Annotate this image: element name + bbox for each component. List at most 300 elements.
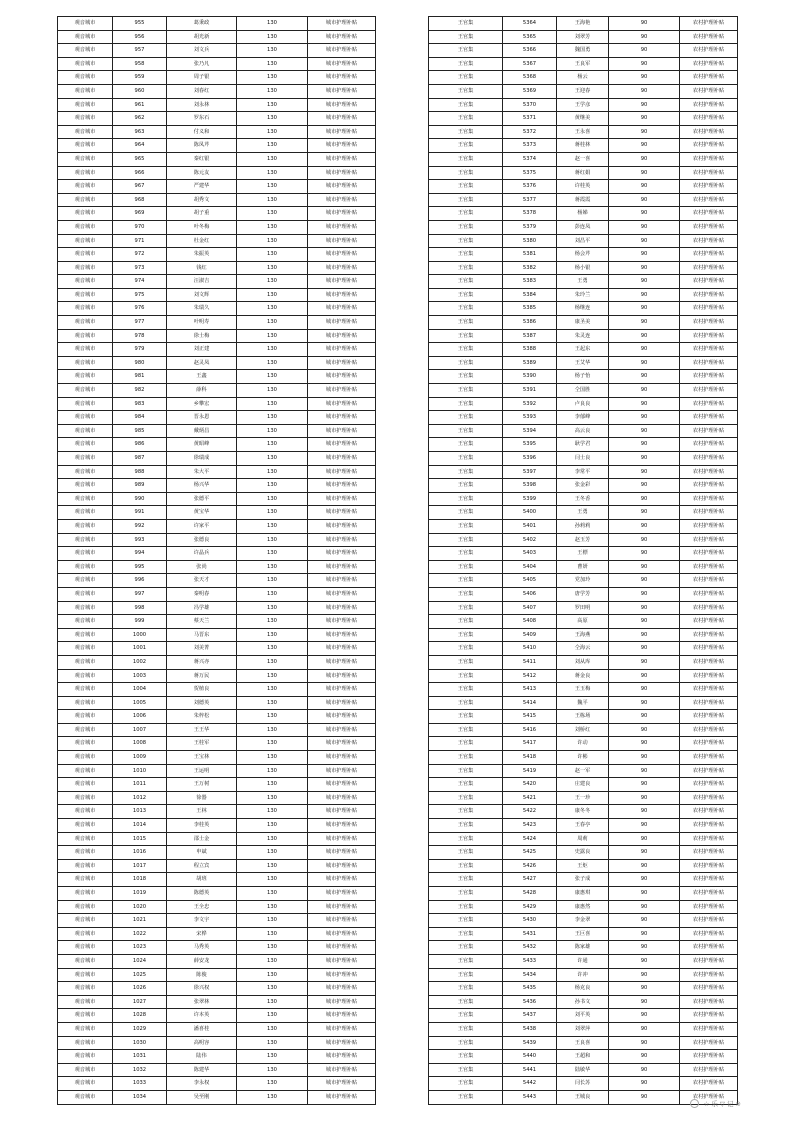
number-cell: 5380 bbox=[503, 234, 557, 248]
table-row bbox=[58, 261, 376, 275]
subsidy-type-cell: 农村护理补贴 bbox=[680, 587, 738, 601]
name-cell: 申斌 bbox=[167, 846, 237, 860]
table-row bbox=[58, 84, 376, 98]
number-cell: 997 bbox=[113, 587, 167, 601]
district-cell: 王官集 bbox=[429, 57, 503, 71]
table-row bbox=[429, 832, 738, 846]
subsidy-type-cell: 农村护理补贴 bbox=[680, 832, 738, 846]
table-row bbox=[429, 424, 738, 438]
district-cell: 王官集 bbox=[429, 193, 503, 207]
table-row bbox=[429, 275, 738, 289]
district-cell: 观音城市 bbox=[58, 1050, 113, 1064]
district-cell: 王官集 bbox=[429, 180, 503, 194]
number-cell: 5398 bbox=[503, 479, 557, 493]
name-cell: 刘文兵 bbox=[167, 44, 237, 58]
subsidy-type-cell: 农村护理补贴 bbox=[680, 1050, 738, 1064]
table-row bbox=[58, 329, 376, 343]
district-cell: 观音城市 bbox=[58, 1090, 113, 1104]
amount-cell: 90 bbox=[609, 384, 680, 398]
name-cell: 张子成 bbox=[557, 873, 609, 887]
table-row bbox=[58, 900, 376, 914]
name-cell: 唐学芳 bbox=[557, 587, 609, 601]
table-row bbox=[429, 723, 738, 737]
amount-cell: 130 bbox=[237, 180, 308, 194]
district-cell: 王官集 bbox=[429, 615, 503, 629]
table-row bbox=[429, 601, 738, 615]
district-cell: 观音城市 bbox=[58, 968, 113, 982]
district-cell: 观音城市 bbox=[58, 30, 113, 44]
amount-cell: 90 bbox=[609, 84, 680, 98]
amount-cell: 90 bbox=[609, 737, 680, 751]
table-row bbox=[58, 954, 376, 968]
district-cell: 观音城市 bbox=[58, 506, 113, 520]
district-cell: 王官集 bbox=[429, 683, 503, 697]
name-cell: 仝海云 bbox=[557, 642, 609, 656]
table-row bbox=[429, 519, 738, 533]
subsidy-type-cell: 城市护理补贴 bbox=[308, 329, 376, 343]
subsidy-type-cell: 农村护理补贴 bbox=[680, 982, 738, 996]
name-cell: 晋永恩 bbox=[167, 411, 237, 425]
amount-cell: 90 bbox=[609, 248, 680, 262]
number-cell: 5374 bbox=[503, 152, 557, 166]
number-cell: 1025 bbox=[113, 968, 167, 982]
name-cell: 许桂英 bbox=[557, 180, 609, 194]
number-cell: 956 bbox=[113, 30, 167, 44]
district-cell: 王官集 bbox=[429, 574, 503, 588]
name-cell: 许彬 bbox=[557, 751, 609, 765]
subsidy-type-cell: 城市护理补贴 bbox=[308, 207, 376, 221]
amount-cell: 90 bbox=[609, 17, 680, 31]
table-row bbox=[429, 1050, 738, 1064]
name-cell: 耿学君 bbox=[557, 438, 609, 452]
district-cell: 王官集 bbox=[429, 642, 503, 656]
amount-cell: 90 bbox=[609, 465, 680, 479]
subsidy-type-cell: 城市护理补贴 bbox=[308, 30, 376, 44]
number-cell: 983 bbox=[113, 397, 167, 411]
amount-cell: 90 bbox=[609, 220, 680, 234]
number-cell: 5422 bbox=[503, 805, 557, 819]
subsidy-type-cell: 城市护理补贴 bbox=[308, 982, 376, 996]
number-cell: 974 bbox=[113, 275, 167, 289]
name-cell: 罗东石 bbox=[167, 112, 237, 126]
name-cell: 许通 bbox=[557, 954, 609, 968]
amount-cell: 130 bbox=[237, 506, 308, 520]
name-cell: 魏平 bbox=[557, 696, 609, 710]
name-cell: 马秀英 bbox=[167, 941, 237, 955]
number-cell: 5415 bbox=[503, 710, 557, 724]
amount-cell: 130 bbox=[237, 615, 308, 629]
table-row bbox=[58, 370, 376, 384]
table-row bbox=[58, 492, 376, 506]
table-row bbox=[58, 751, 376, 765]
district-cell: 观音城市 bbox=[58, 696, 113, 710]
district-cell: 王官集 bbox=[429, 560, 503, 574]
amount-cell: 90 bbox=[609, 1090, 680, 1104]
number-cell: 5385 bbox=[503, 302, 557, 316]
subsidy-type-cell: 农村护理补贴 bbox=[680, 805, 738, 819]
table-row bbox=[58, 356, 376, 370]
name-cell: 王海艳 bbox=[557, 17, 609, 31]
name-cell: 刘德英 bbox=[167, 696, 237, 710]
table-row bbox=[429, 261, 738, 275]
table-row bbox=[58, 479, 376, 493]
table-row bbox=[429, 288, 738, 302]
district-cell: 王官集 bbox=[429, 356, 503, 370]
amount-cell: 90 bbox=[609, 112, 680, 126]
subsidy-type-cell: 农村护理补贴 bbox=[680, 914, 738, 928]
name-cell: 杜金红 bbox=[167, 234, 237, 248]
number-cell: 959 bbox=[113, 71, 167, 85]
name-cell: 陈建华 bbox=[167, 1063, 237, 1077]
number-cell: 5376 bbox=[503, 180, 557, 194]
name-cell: 秦明春 bbox=[167, 587, 237, 601]
district-cell: 王官集 bbox=[429, 424, 503, 438]
number-cell: 5433 bbox=[503, 954, 557, 968]
table-row bbox=[429, 560, 738, 574]
amount-cell: 90 bbox=[609, 710, 680, 724]
table-row bbox=[429, 1077, 738, 1091]
district-cell: 观音城市 bbox=[58, 805, 113, 819]
subsidy-type-cell: 城市护理补贴 bbox=[308, 710, 376, 724]
number-cell: 5427 bbox=[503, 873, 557, 887]
amount-cell: 90 bbox=[609, 438, 680, 452]
number-cell: 5419 bbox=[503, 764, 557, 778]
district-cell: 观音城市 bbox=[58, 356, 113, 370]
table-row bbox=[58, 152, 376, 166]
table-row bbox=[429, 152, 738, 166]
subsidy-type-cell: 城市护理补贴 bbox=[308, 180, 376, 194]
district-cell: 观音城市 bbox=[58, 84, 113, 98]
district-cell: 王官集 bbox=[429, 995, 503, 1009]
table-row bbox=[58, 710, 376, 724]
number-cell: 5420 bbox=[503, 778, 557, 792]
amount-cell: 130 bbox=[237, 343, 308, 357]
table-row bbox=[58, 139, 376, 153]
amount-cell: 130 bbox=[237, 914, 308, 928]
district-cell: 王官集 bbox=[429, 587, 503, 601]
name-cell: 王艾华 bbox=[557, 356, 609, 370]
district-cell: 观音城市 bbox=[58, 846, 113, 860]
number-cell: 1005 bbox=[113, 696, 167, 710]
district-cell: 观音城市 bbox=[58, 1036, 113, 1050]
district-cell: 观音城市 bbox=[58, 900, 113, 914]
subsidy-type-cell: 城市护理补贴 bbox=[308, 954, 376, 968]
table-row bbox=[58, 873, 376, 887]
amount-cell: 130 bbox=[237, 30, 308, 44]
table-row bbox=[429, 1009, 738, 1023]
number-cell: 5418 bbox=[503, 751, 557, 765]
amount-cell: 130 bbox=[237, 846, 308, 860]
table-row bbox=[429, 44, 738, 58]
subsidy-type-cell: 城市护理补贴 bbox=[308, 778, 376, 792]
subsidy-type-cell: 城市护理补贴 bbox=[308, 384, 376, 398]
district-cell: 观音城市 bbox=[58, 560, 113, 574]
district-cell: 观音城市 bbox=[58, 166, 113, 180]
subsidy-type-cell: 城市护理补贴 bbox=[308, 356, 376, 370]
name-cell: 刘正建 bbox=[167, 343, 237, 357]
table-row bbox=[429, 968, 738, 982]
subsidy-type-cell: 农村护理补贴 bbox=[680, 492, 738, 506]
number-cell: 1012 bbox=[113, 791, 167, 805]
number-cell: 5366 bbox=[503, 44, 557, 58]
district-cell: 王官集 bbox=[429, 84, 503, 98]
number-cell: 998 bbox=[113, 601, 167, 615]
subsidy-type-cell: 农村护理补贴 bbox=[680, 628, 738, 642]
district-cell: 王官集 bbox=[429, 166, 503, 180]
amount-cell: 130 bbox=[237, 452, 308, 466]
amount-cell: 90 bbox=[609, 397, 680, 411]
district-cell: 王官集 bbox=[429, 139, 503, 153]
district-cell: 观音城市 bbox=[58, 220, 113, 234]
district-cell: 观音城市 bbox=[58, 615, 113, 629]
table-row bbox=[429, 84, 738, 98]
subsidy-type-cell: 农村护理补贴 bbox=[680, 764, 738, 778]
amount-cell: 130 bbox=[237, 737, 308, 751]
amount-cell: 130 bbox=[237, 261, 308, 275]
name-cell: 赵玉芳 bbox=[557, 533, 609, 547]
district-cell: 王官集 bbox=[429, 370, 503, 384]
name-cell: 王鑫 bbox=[167, 370, 237, 384]
subsidy-type-cell: 农村护理补贴 bbox=[680, 778, 738, 792]
subsidy-type-cell: 农村护理补贴 bbox=[680, 954, 738, 968]
subsidy-type-cell: 城市护理补贴 bbox=[308, 234, 376, 248]
district-cell: 观音城市 bbox=[58, 180, 113, 194]
name-cell: 付义和 bbox=[167, 125, 237, 139]
district-cell: 观音城市 bbox=[58, 275, 113, 289]
subsidy-type-cell: 农村护理补贴 bbox=[680, 30, 738, 44]
table-row bbox=[58, 411, 376, 425]
name-cell: 赵一喜 bbox=[557, 152, 609, 166]
district-cell: 王官集 bbox=[429, 329, 503, 343]
number-cell: 1018 bbox=[113, 873, 167, 887]
number-cell: 963 bbox=[113, 125, 167, 139]
number-cell: 972 bbox=[113, 248, 167, 262]
table-row bbox=[58, 1090, 376, 1104]
amount-cell: 90 bbox=[609, 642, 680, 656]
district-cell: 王官集 bbox=[429, 152, 503, 166]
table-row bbox=[58, 587, 376, 601]
number-cell: 1017 bbox=[113, 859, 167, 873]
number-cell: 1003 bbox=[113, 669, 167, 683]
district-cell: 王官集 bbox=[429, 1077, 503, 1091]
name-cell: 杨克良 bbox=[557, 982, 609, 996]
name-cell: 刘平英 bbox=[557, 1009, 609, 1023]
table-row bbox=[58, 44, 376, 58]
name-cell: 李常平 bbox=[557, 465, 609, 479]
subsidy-type-cell: 城市护理补贴 bbox=[308, 547, 376, 561]
table-row bbox=[58, 832, 376, 846]
district-cell: 王官集 bbox=[429, 764, 503, 778]
subsidy-type-cell: 城市护理补贴 bbox=[308, 927, 376, 941]
amount-cell: 90 bbox=[609, 832, 680, 846]
subsidy-type-cell: 农村护理补贴 bbox=[680, 574, 738, 588]
district-cell: 王官集 bbox=[429, 547, 503, 561]
name-cell: 乡攀宏 bbox=[167, 397, 237, 411]
number-cell: 5375 bbox=[503, 166, 557, 180]
table-row bbox=[429, 438, 738, 452]
subsidy-type-cell: 城市护理补贴 bbox=[308, 846, 376, 860]
district-cell: 王官集 bbox=[429, 125, 503, 139]
name-cell: 秦红银 bbox=[167, 152, 237, 166]
table-row bbox=[58, 248, 376, 262]
table-row bbox=[58, 791, 376, 805]
number-cell: 1016 bbox=[113, 846, 167, 860]
district-cell: 观音城市 bbox=[58, 1077, 113, 1091]
name-cell: 王永喜 bbox=[557, 125, 609, 139]
number-cell: 1004 bbox=[113, 683, 167, 697]
number-cell: 5412 bbox=[503, 669, 557, 683]
table-row bbox=[58, 207, 376, 221]
number-cell: 962 bbox=[113, 112, 167, 126]
amount-cell: 130 bbox=[237, 669, 308, 683]
amount-cell: 90 bbox=[609, 547, 680, 561]
table-row bbox=[58, 316, 376, 330]
amount-cell: 90 bbox=[609, 356, 680, 370]
name-cell: 蒋金良 bbox=[557, 669, 609, 683]
table-row bbox=[58, 397, 376, 411]
name-cell: 刘从库 bbox=[557, 655, 609, 669]
number-cell: 5413 bbox=[503, 683, 557, 697]
table-row bbox=[429, 125, 738, 139]
name-cell: 康冬冬 bbox=[557, 805, 609, 819]
subsidy-type-cell: 农村护理补贴 bbox=[680, 533, 738, 547]
number-cell: 1015 bbox=[113, 832, 167, 846]
table-row bbox=[58, 57, 376, 71]
district-cell: 观音城市 bbox=[58, 778, 113, 792]
number-cell: 5389 bbox=[503, 356, 557, 370]
district-cell: 王官集 bbox=[429, 479, 503, 493]
amount-cell: 90 bbox=[609, 859, 680, 873]
name-cell: 徐瑞成 bbox=[167, 452, 237, 466]
name-cell: 陈元友 bbox=[167, 166, 237, 180]
subsidy-type-cell: 农村护理补贴 bbox=[680, 1077, 738, 1091]
district-cell: 观音城市 bbox=[58, 982, 113, 996]
name-cell: 李永权 bbox=[167, 1077, 237, 1091]
number-cell: 5402 bbox=[503, 533, 557, 547]
amount-cell: 130 bbox=[237, 207, 308, 221]
table-row bbox=[58, 968, 376, 982]
amount-cell: 130 bbox=[237, 44, 308, 58]
subsidy-type-cell: 城市护理补贴 bbox=[308, 1077, 376, 1091]
table-row bbox=[429, 683, 738, 697]
number-cell: 5428 bbox=[503, 887, 557, 901]
number-cell: 5401 bbox=[503, 519, 557, 533]
table-row bbox=[429, 316, 738, 330]
table-row bbox=[429, 914, 738, 928]
district-cell: 王官集 bbox=[429, 832, 503, 846]
table-row bbox=[58, 628, 376, 642]
table-row bbox=[429, 180, 738, 194]
amount-cell: 90 bbox=[609, 560, 680, 574]
number-cell: 957 bbox=[113, 44, 167, 58]
name-cell: 王玉梅 bbox=[557, 683, 609, 697]
number-cell: 965 bbox=[113, 152, 167, 166]
district-cell: 观音城市 bbox=[58, 791, 113, 805]
number-cell: 5431 bbox=[503, 927, 557, 941]
district-cell: 王官集 bbox=[429, 887, 503, 901]
number-cell: 5379 bbox=[503, 220, 557, 234]
district-cell: 王官集 bbox=[429, 805, 503, 819]
subsidy-type-cell: 农村护理补贴 bbox=[680, 152, 738, 166]
amount-cell: 130 bbox=[237, 751, 308, 765]
table-row bbox=[429, 533, 738, 547]
subsidy-type-cell: 城市护理补贴 bbox=[308, 479, 376, 493]
subsidy-type-cell: 农村护理补贴 bbox=[680, 696, 738, 710]
table-row bbox=[429, 791, 738, 805]
number-cell: 5438 bbox=[503, 1022, 557, 1036]
name-cell: 陆敏华 bbox=[557, 1063, 609, 1077]
name-cell: 黄昭峰 bbox=[167, 438, 237, 452]
number-cell: 5426 bbox=[503, 859, 557, 873]
name-cell: 陈俊 bbox=[167, 968, 237, 982]
subsidy-type-cell: 农村护理补贴 bbox=[680, 751, 738, 765]
number-cell: 5414 bbox=[503, 696, 557, 710]
amount-cell: 130 bbox=[237, 519, 308, 533]
name-cell: 邵士金 bbox=[167, 832, 237, 846]
table-row bbox=[58, 98, 376, 112]
number-cell: 1007 bbox=[113, 723, 167, 737]
number-cell: 5395 bbox=[503, 438, 557, 452]
table-row bbox=[429, 982, 738, 996]
amount-cell: 130 bbox=[237, 900, 308, 914]
subsidy-type-cell: 城市护理补贴 bbox=[308, 166, 376, 180]
amount-cell: 130 bbox=[237, 438, 308, 452]
amount-cell: 130 bbox=[237, 832, 308, 846]
amount-cell: 90 bbox=[609, 1036, 680, 1050]
table-row bbox=[58, 302, 376, 316]
number-cell: 967 bbox=[113, 180, 167, 194]
district-cell: 王官集 bbox=[429, 737, 503, 751]
district-cell: 观音城市 bbox=[58, 547, 113, 561]
table-row bbox=[58, 1063, 376, 1077]
number-cell: 975 bbox=[113, 288, 167, 302]
district-cell: 观音城市 bbox=[58, 683, 113, 697]
table-row bbox=[58, 737, 376, 751]
table-row bbox=[58, 547, 376, 561]
district-cell: 王官集 bbox=[429, 859, 503, 873]
table-row bbox=[429, 193, 738, 207]
amount-cell: 90 bbox=[609, 261, 680, 275]
table-row bbox=[429, 411, 738, 425]
district-cell: 观音城市 bbox=[58, 533, 113, 547]
name-cell: 朱灵连 bbox=[557, 329, 609, 343]
amount-cell: 90 bbox=[609, 927, 680, 941]
amount-cell: 90 bbox=[609, 954, 680, 968]
table-row bbox=[58, 384, 376, 398]
table-row bbox=[429, 98, 738, 112]
number-cell: 1001 bbox=[113, 642, 167, 656]
name-cell: 杨娣 bbox=[557, 207, 609, 221]
subsidy-type-cell: 城市护理补贴 bbox=[308, 887, 376, 901]
number-cell: 5417 bbox=[503, 737, 557, 751]
name-cell: 许冲 bbox=[557, 968, 609, 982]
name-cell: 王宝林 bbox=[167, 751, 237, 765]
amount-cell: 90 bbox=[609, 492, 680, 506]
number-cell: 979 bbox=[113, 343, 167, 357]
amount-cell: 130 bbox=[237, 139, 308, 153]
name-cell: 陈凤芹 bbox=[167, 139, 237, 153]
name-cell: 冯学雄 bbox=[167, 601, 237, 615]
table-row bbox=[58, 506, 376, 520]
amount-cell: 130 bbox=[237, 152, 308, 166]
amount-cell: 130 bbox=[237, 683, 308, 697]
name-cell: 刘翠萍 bbox=[557, 1022, 609, 1036]
name-cell: 王勇 bbox=[557, 275, 609, 289]
name-cell: 闫长苏 bbox=[557, 1077, 609, 1091]
subsidy-type-cell: 城市护理补贴 bbox=[308, 1036, 376, 1050]
table-row bbox=[429, 506, 738, 520]
subsidy-type-cell: 城市护理补贴 bbox=[308, 44, 376, 58]
